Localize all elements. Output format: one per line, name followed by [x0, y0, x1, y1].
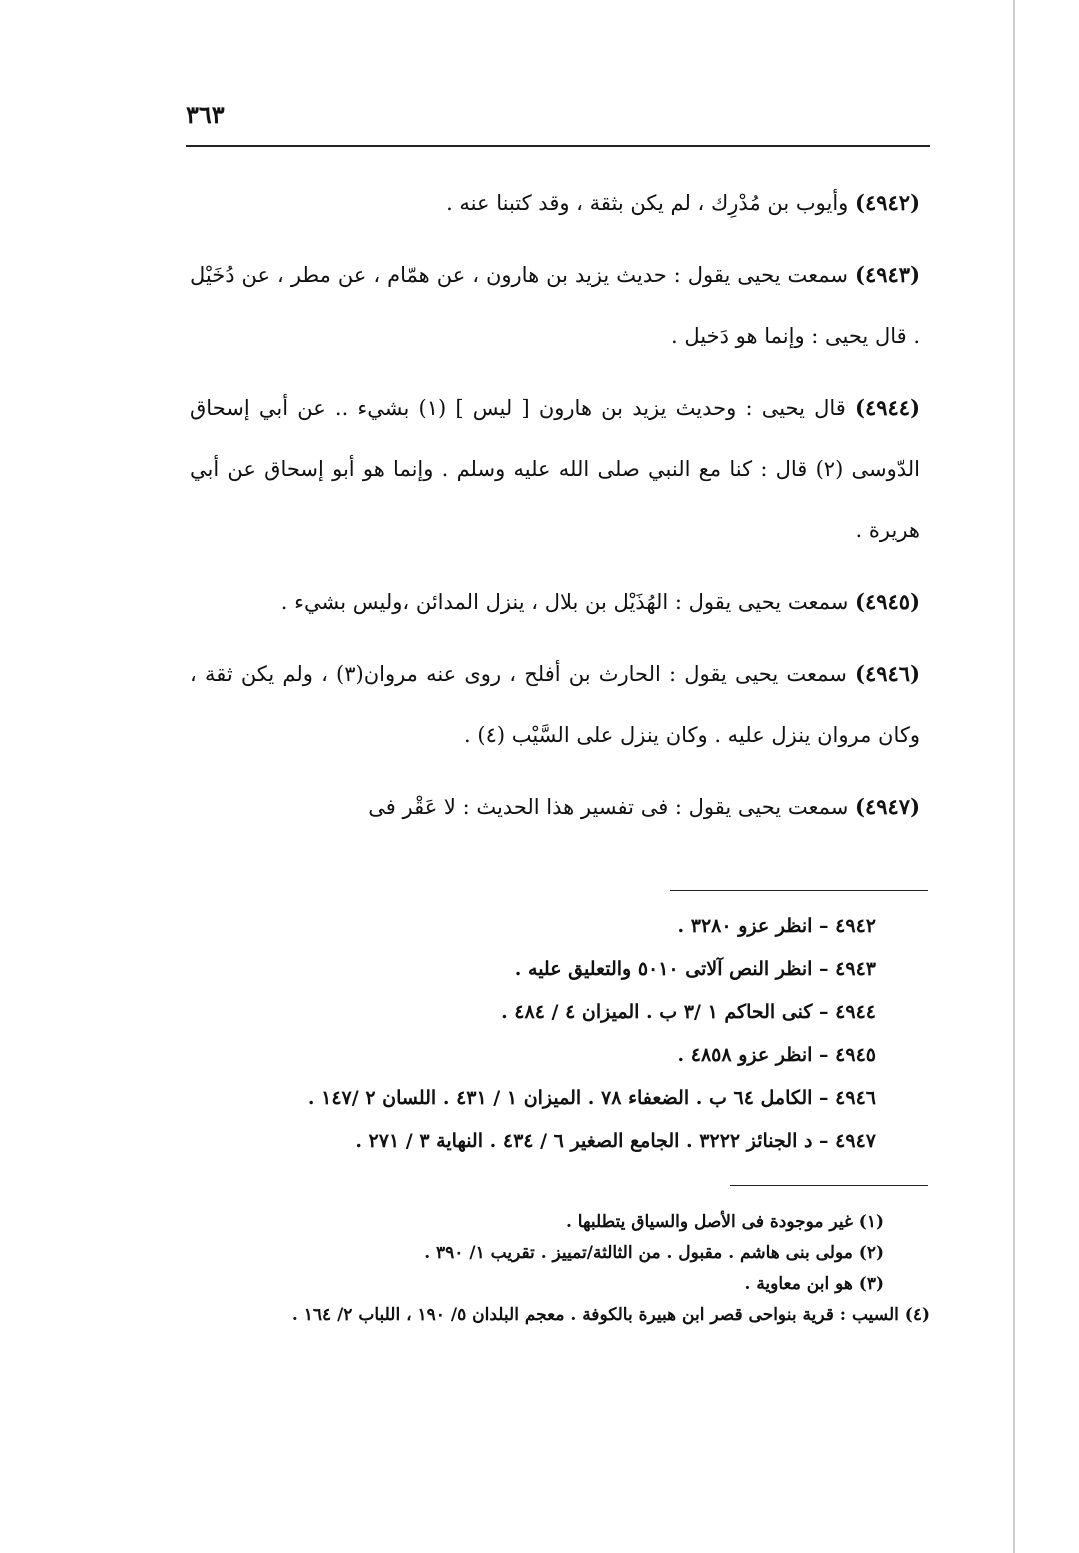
reference-item: ٤٩٤٤ – كنى الحاكم ١ /٣ ب . الميزان ٤ / ٤٨٤ . — [501, 1001, 876, 1023]
references-list — [190, 905, 876, 1163]
entry-text: قال يحيى : وحديث يزيد بن هارون [ ليس ] (١) بشيء .. عن أبي إسحاق الدّوسى (٢) قال : كنا مع النبي صلى الله عليه وسلم . وإنما هو أبو إسحاق عن أبي هريرة . — [190, 396, 920, 542]
entry-text: وأيوب بن مُدْرِك ، لم يكن بثقة ، وقد كتبنا عنه . — [446, 191, 855, 215]
entry-number: (٤٩٤٦) — [855, 661, 920, 686]
footnote-item: (٢) مولى بنى هاشم . مقبول . من الثالثة/تمييز . تقريب ١/ ٣٩٠ . — [424, 1243, 884, 1263]
reference-item: ٤٩٤٧ – د الجنائز ٣٢٢٢ . الجامع الصغير ٦ / ٤٣٤ . النهاية ٣ / ٢٧١ . — [355, 1130, 876, 1152]
footnotes-rule — [730, 1185, 928, 1186]
entry-number: (٤٩٤٤) — [855, 395, 920, 420]
references-rule — [670, 890, 928, 891]
footnotes-list — [180, 1207, 930, 1331]
entry-4947 — [190, 776, 920, 838]
footnote-item: (١) غير موجودة فى الأصل والسياق يتطلبها . — [565, 1212, 884, 1232]
footnote-item: (٣) هو ابن معاوية . — [744, 1274, 884, 1294]
reference-item: ٤٩٤٢ – انظر عزو ٣٢٨٠ . — [677, 915, 876, 937]
entry-text: سمعت يحيى يقول : الهُذَيْل بن بلال ، ينزل المدائن ،وليس بشيء . — [280, 590, 855, 614]
reference-item: ٤٩٤٦ – الكامل ٦٤ ب . الضعفاء ٧٨ . الميزان ١ / ٤٣١ . اللسان ٢ /١٤٧ . — [307, 1087, 876, 1109]
entry-text: سمعت يحيى يقول : فى تفسير هذا الحديث : لا عَقْر فى — [368, 795, 855, 819]
entry-number: (٤٩٤٢) — [855, 190, 920, 215]
page-number: ٣٦٣ — [186, 100, 225, 129]
entry-4943 — [190, 244, 920, 367]
entry-4945 — [190, 571, 920, 633]
entry-4946 — [190, 643, 920, 766]
entry-4944 — [190, 377, 920, 561]
entry-text: سمعت يحيى يقول : الحارث بن أفلح ، روى عنه مروان(٣) ، ولم يكن ثقة ، وكان مروان ينزل عليه . وكان ينزل على السَّيْب (٤) . — [190, 662, 920, 747]
page-edge-shadow — [1013, 0, 1015, 1553]
reference-item: ٤٩٤٣ – انظر النص آلاتى ٥٠١٠ والتعليق عليه . — [514, 958, 876, 980]
footnote-item: (٤) السيب : قرية بنواحى قصر ابن هبيرة بالكوفة . معجم البلدان ٥/ ١٩٠ ، اللباب ٢/ ١٦٤ . — [291, 1305, 930, 1325]
entry-text: سمعت يحيى يقول : حديث يزيد بن هارون ، عن همّام ، عن مطر ، عن دُخَيْل . قال يحيى : وإنما هو دَخيل . — [190, 263, 920, 348]
reference-item: ٤٩٤٥ – انظر عزو ٤٨٥٨ . — [677, 1044, 876, 1066]
entry-number: (٤٩٤٧) — [855, 794, 920, 819]
entry-number: (٤٩٤٥) — [855, 589, 920, 614]
entry-number: (٤٩٤٣) — [855, 262, 920, 287]
main-text — [190, 172, 920, 848]
header-rule — [186, 145, 930, 147]
entry-4942 — [190, 172, 920, 234]
